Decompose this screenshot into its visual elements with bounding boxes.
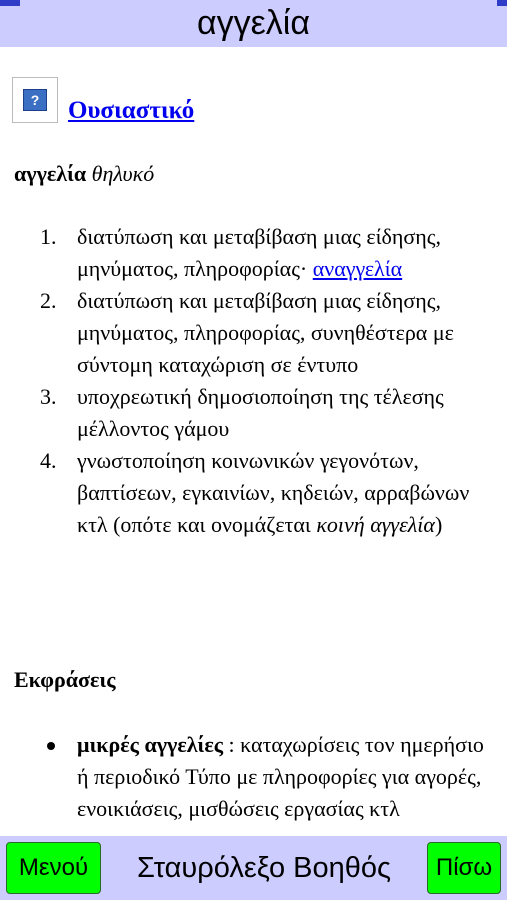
entry-content[interactable] xyxy=(0,47,507,836)
page-title: αγγελία xyxy=(196,4,311,42)
definition-text: γνωστοποίηση κοινωνικών γεγονότων, βαπτίσεων, εγκαινίων, κηδειών, αρραβώνων κτλ (οπότε και ονομάζεται xyxy=(77,448,470,537)
definitions-list xyxy=(0,221,495,541)
related-word-link[interactable]: αναγγελία xyxy=(312,256,403,281)
definition-number: 1. xyxy=(40,224,57,249)
app-name: Σταυρόλεξο Βοηθός xyxy=(137,851,391,884)
definition-suffix: ) xyxy=(434,512,443,537)
help-icon-frame[interactable] xyxy=(12,77,58,123)
gender-label: θηλυκό xyxy=(91,161,155,186)
headword: αγγελία xyxy=(14,161,87,186)
corner-accent-right xyxy=(497,0,507,6)
definition-item xyxy=(0,285,495,381)
expression-text: : καταχωρίσεις τον ημερήσιο ή περιοδικό Τύπο με πληροφορίες για αγορές, ενοικιάσεις, μισθώσεις εργασίας κτλ xyxy=(77,732,484,821)
expression-item xyxy=(0,729,495,825)
definition-item xyxy=(0,221,495,285)
bottom-bar xyxy=(0,836,507,900)
section-heading xyxy=(12,75,194,125)
expression-term: μικρές αγγελίες xyxy=(77,732,224,757)
definition-number: 3. xyxy=(40,384,57,409)
definition-number: 2. xyxy=(40,288,57,313)
definition-text: διατύπωση και μεταβίβαση μιας είδησης, μηνύματος, πληροφορίας· xyxy=(77,224,441,281)
bullet-icon xyxy=(47,742,55,750)
definition-text: υποχρεωτική δημοσιοποίηση της τέλεσης μέλλοντος γάμου xyxy=(77,384,444,441)
definition-item xyxy=(0,381,495,445)
back-button[interactable]: Πίσω xyxy=(427,842,501,894)
definition-italic-term: κοινή αγγελία xyxy=(316,512,435,537)
corner-accent xyxy=(0,0,20,6)
headword-line xyxy=(14,161,154,187)
part-of-speech-link[interactable]: Ουσιαστικό xyxy=(68,97,195,124)
definition-number: 4. xyxy=(40,448,57,473)
title-bar xyxy=(0,0,507,47)
expressions-heading: Εκφράσεις xyxy=(14,667,116,692)
definition-item xyxy=(0,445,495,541)
definition-text: διατύπωση και μεταβίβαση μιας είδησης, μηνύματος, πληροφορίας, συνηθέστερα με σύντομη καταχώριση σε έντυπο xyxy=(77,288,454,377)
menu-button[interactable]: Μενού xyxy=(6,842,101,894)
help-icon[interactable]: ? xyxy=(23,89,47,111)
expressions-list xyxy=(0,729,495,825)
